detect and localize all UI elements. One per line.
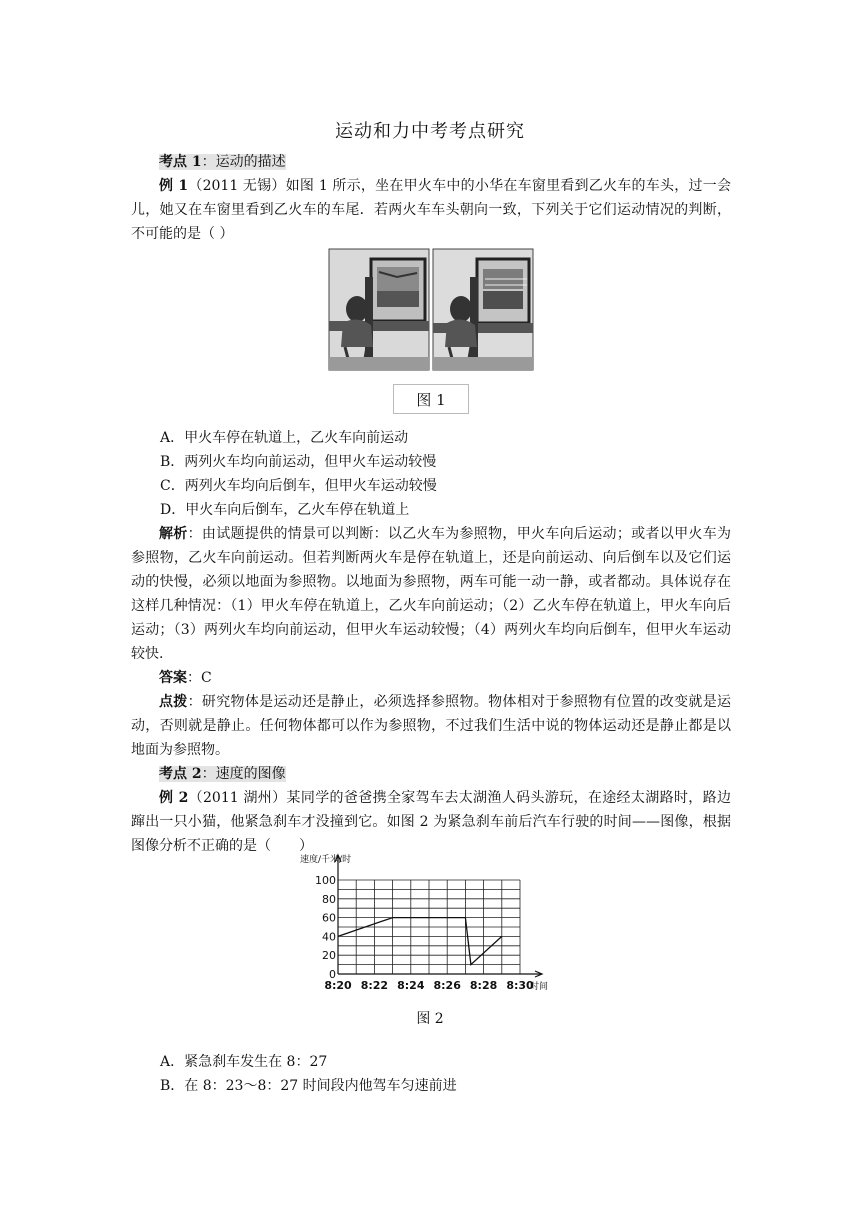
option-b: B．在 8：23～8：27 时间段内他驾车匀速前进 <box>160 1078 457 1094</box>
section-heading-1 <box>131 150 731 174</box>
x-tick-label: 8:26 <box>433 979 461 992</box>
section-title: ：速度的图像 <box>201 766 286 782</box>
train-window-photo <box>327 247 535 372</box>
example-text: （2011 湖州）某同学的爸爸携全家驾车去太湖渔人码头游玩，在途经太湖路时，路边蹿出一只小猫，他紧急刹车才没撞到它。如图 2 为紧急刹车前后汽车行驶的时间——图像，根据图像分析不正确的是（ ） <box>131 790 732 854</box>
y-tick-label: 100 <box>315 874 336 887</box>
option-c: C．两列火车均向后倒车，但甲火车运动较慢 <box>160 478 437 494</box>
y-tick-label: 60 <box>322 911 336 925</box>
x-axis-label: 时间 <box>530 982 549 992</box>
example-text: （2011 无锡）如图 1 所示，坐在甲火车中的小华在车窗里看到乙火车的车头，过一会儿，她又在车窗里看到乙火车的车尾．若两火车车头朝向一致，下列关于它们运动情况的判断，不可能的是（ ） <box>131 178 731 242</box>
tip-text: ：研究物体是运动还是静止，必须选择参照物。物体相对于参照物有位置的改变就是运动，否则就是静止。任何物体都可以作为参照物，不过我们生活中说的物体运动还是静止都是以地面为参照物。 <box>131 694 732 758</box>
section-title: ：运动的描述 <box>201 154 286 170</box>
option-d: D．甲火车向后倒车，乙火车停在轨道上 <box>160 502 410 518</box>
answer-paragraph <box>131 666 731 690</box>
y-tick-label: 40 <box>322 930 336 944</box>
page-title: 运动和力中考考点研究 <box>335 121 525 142</box>
example-1-question <box>131 174 731 246</box>
example-label: 例 1 <box>159 178 189 194</box>
section-heading-2 <box>131 762 731 786</box>
x-tick-label: 8:22 <box>360 979 389 992</box>
answer-text: ：C <box>187 670 212 686</box>
figure-2-caption: 图 2 <box>416 1011 444 1027</box>
section-label: 考点 1 <box>159 154 202 170</box>
section-label: 考点 2 <box>159 766 202 782</box>
photo-left-panel <box>329 249 429 370</box>
tip-label: 点拨 <box>159 694 188 710</box>
analysis-label: 解析 <box>159 526 188 542</box>
analysis-text: ：由试题提供的情景可以判断：以乙火车为参照物，甲火车向后运动；或者以甲火车为参照物，乙火车向前运动。但若判断两火车是停在轨道上，还是向前运动、向后倒车以及它们运动的快慢，必须以地面为参照物。以地面为参照物，两车可能一动一静，或者都动。具体说存在这样几种情况：（1）甲火车停在轨道上，乙火车向前运动；（2）乙火车停在轨道上，甲火车向后运动；（3）两列火车均向前运动，但甲火车运动较慢；（4）两列火车均向后倒车，但甲火车运动较快. <box>131 526 732 662</box>
example-2-question <box>131 786 731 858</box>
figure-1-caption: 图 1 <box>393 384 469 414</box>
example-label: 例 2 <box>159 790 189 806</box>
analysis-paragraph <box>131 522 731 666</box>
y-axis-label: 速度/千米/时 <box>300 855 352 865</box>
speed-time-chart <box>296 852 558 998</box>
x-tick-label: 8:30 <box>506 979 534 992</box>
option-b: B．两列火车均向前运动，但甲火车运动较慢 <box>160 454 437 470</box>
speed-series-line <box>338 918 502 965</box>
tip-paragraph <box>131 690 731 762</box>
x-tick-label: 8:20 <box>324 979 352 992</box>
y-tick-label: 0 <box>329 968 336 981</box>
chart-axes <box>335 855 542 977</box>
option-a: A．甲火车停在轨道上，乙火车向前运动 <box>160 430 409 446</box>
answer-label: 答案 <box>159 670 187 686</box>
photo-right-panel <box>433 249 533 370</box>
y-tick-label: 20 <box>322 949 336 963</box>
option-a: A．紧急刹车发生在 8：27 <box>160 1054 328 1070</box>
x-tick-label: 8:24 <box>397 979 425 992</box>
x-tick-label: 8:28 <box>469 979 498 992</box>
y-tick-label: 80 <box>322 892 336 906</box>
